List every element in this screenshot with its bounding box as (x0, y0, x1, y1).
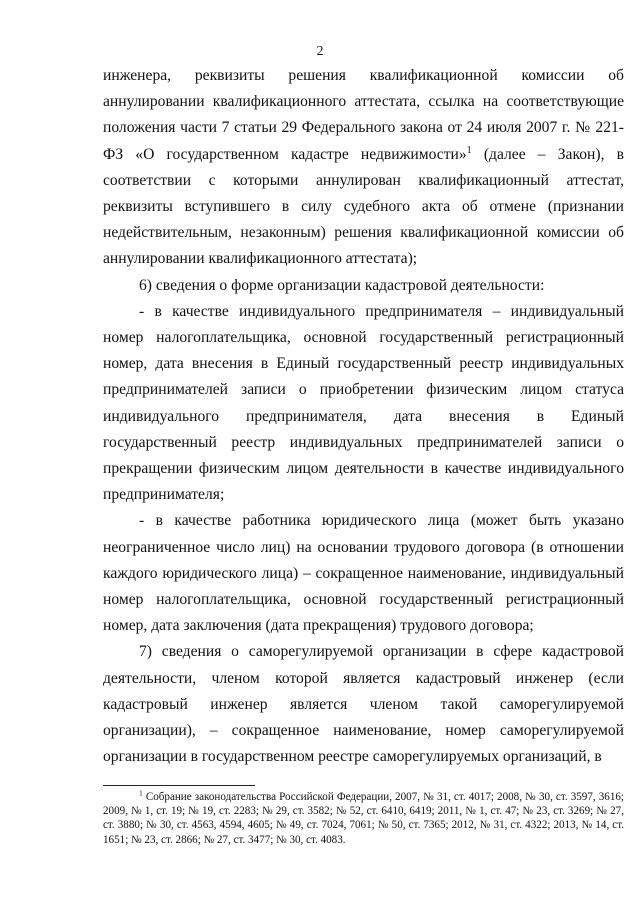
paragraph-legal-entity-employee: - в качестве работника юридического лица (может быть указано неограниченное число лиц) на основании трудового договора (в отношении каждого юридического лица) – сокращенное наименование, индивидуальный номер налогоплательщика, основной государственный регистрационный номер, дата заключения (дата прекращения) трудового договора; (103, 512, 624, 635)
footnote-reference: 1 (466, 144, 472, 156)
paragraph-item-7: 7) сведения о саморегулируемой организации в сфере кадастровой деятельности, членом которой является кадастровый инженер (если кадастровый инженер является членом такой саморегулируемой организации), – сокращенное наименование, номер саморегулируемой организации в государственном реестре саморегулируемых организаций, в (103, 643, 624, 766)
footnote-divider (103, 785, 255, 786)
paragraph-individual-entrepreneur: - в качестве индивидуального предпринимателя – индивидуальный номер налогоплательщика, основной государственный регистрационный номер, дата внесения в Единый государственный реестр индивидуальных предпринимателей записи о приобретении физическим лицом статуса индивидуального предпринимателя, дата внесения в Единый государственный реестр индивидуальных предпринимателей записи о прекращении физическим лицом деятельности в качестве индивидуального предпринимателя; (103, 302, 624, 504)
paragraph-attestation-details (103, 63, 624, 273)
page-number: 2 (316, 44, 324, 59)
document-body (103, 63, 624, 770)
paragraph-text: инженера, реквизиты решения квалификационной комиссии об аннулировании квалификационного аттестата, ссылка на соответствующие положения части 7 статьи 29 Федерального закона от 24 июля 2007 г. № 221-ФЗ «О государственном кадастре недвижимости» (103, 67, 624, 163)
paragraph-item-6: 6) сведения о форме организации кадастровой деятельности: (139, 276, 545, 294)
footnote-text: Собрание законодательства Российской Федерации, 2007, № 31, ст. 4017; 2008, № 30, ст. 3597, 3616; 2009, № 1, ст. 19; № 19, ст. 2283; № 29, ст. 3582; № 52, ст. 6410, 6419; 2011, № 1, ст. 47; № 23, ст. 3269; № 27, ст. 3880; № 30, ст. 4563, 4594, 4605; № 49, ст. 7024, 7061; № 50, ст. 7365; 2012, № 31, ст. 4322; 2013, № 14, ст. 1651; № 23, ст. 2866; № 27, ст. 3477; № 30, ст. 4083. (103, 791, 624, 846)
footnote (103, 790, 624, 847)
paragraph-text-continued: (далее – Закон), в соответствии с которыми аннулирован квалификационный аттестат, реквизиты вступившего в силу судебного акта об отмене (признании недействительным, незаконным) решения квалификационной комиссии об аннулировании квалификационного аттестата); (103, 145, 624, 268)
footnote-mark: 1 (139, 788, 143, 798)
